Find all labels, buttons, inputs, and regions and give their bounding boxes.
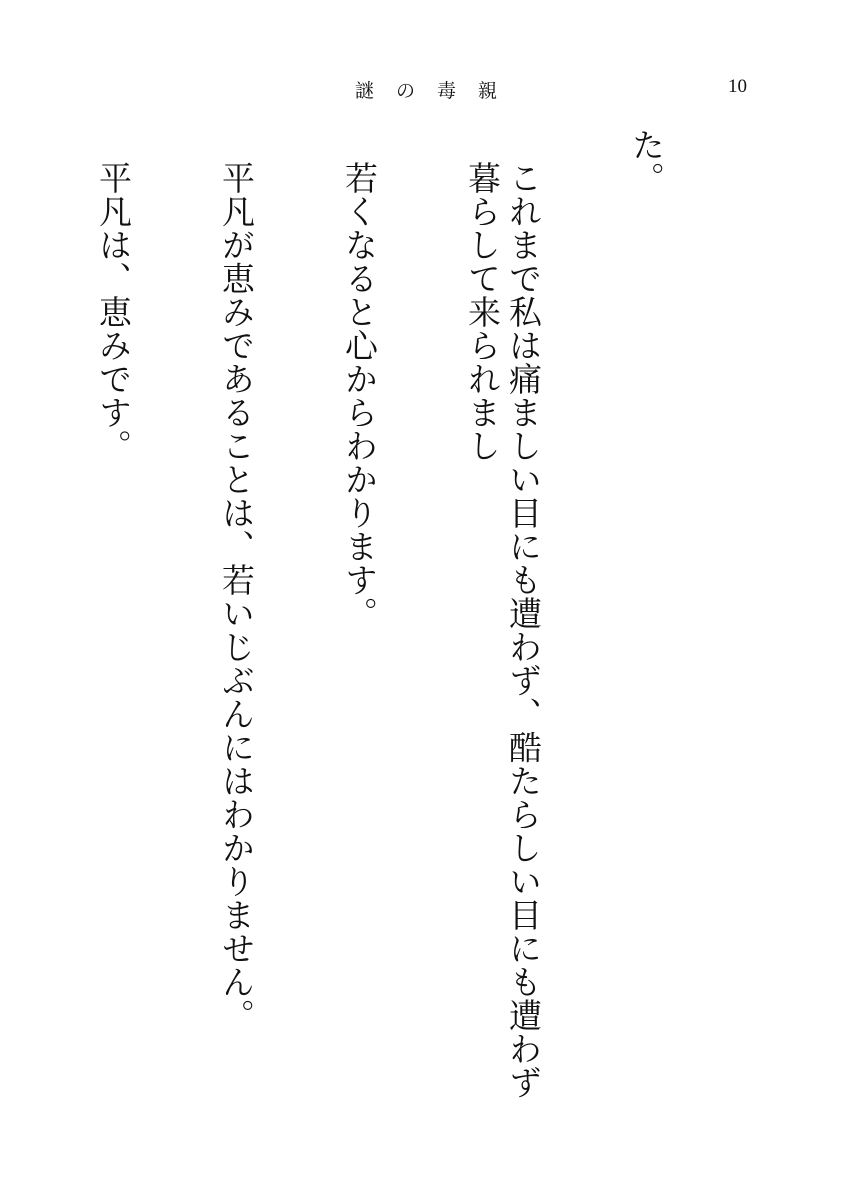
text-line-2: これまで私は痛ましい目にも遭わず、酷たらしい目にも遭わず暮らして来られまし [463,161,543,1099]
text-line-5: 平凡は、恵みです。 [94,161,133,463]
page-number: 10 [728,76,747,97]
page-header-title: 謎の毒親 [355,80,520,102]
text-line-1: た。 [627,128,666,195]
vertical-body-text [69,128,749,1128]
text-line-4: 平凡が恵みであることは、若いじぶんにはわかりません。 [217,161,256,1032]
text-line-3: 若くなると心からわかります。 [340,161,379,630]
